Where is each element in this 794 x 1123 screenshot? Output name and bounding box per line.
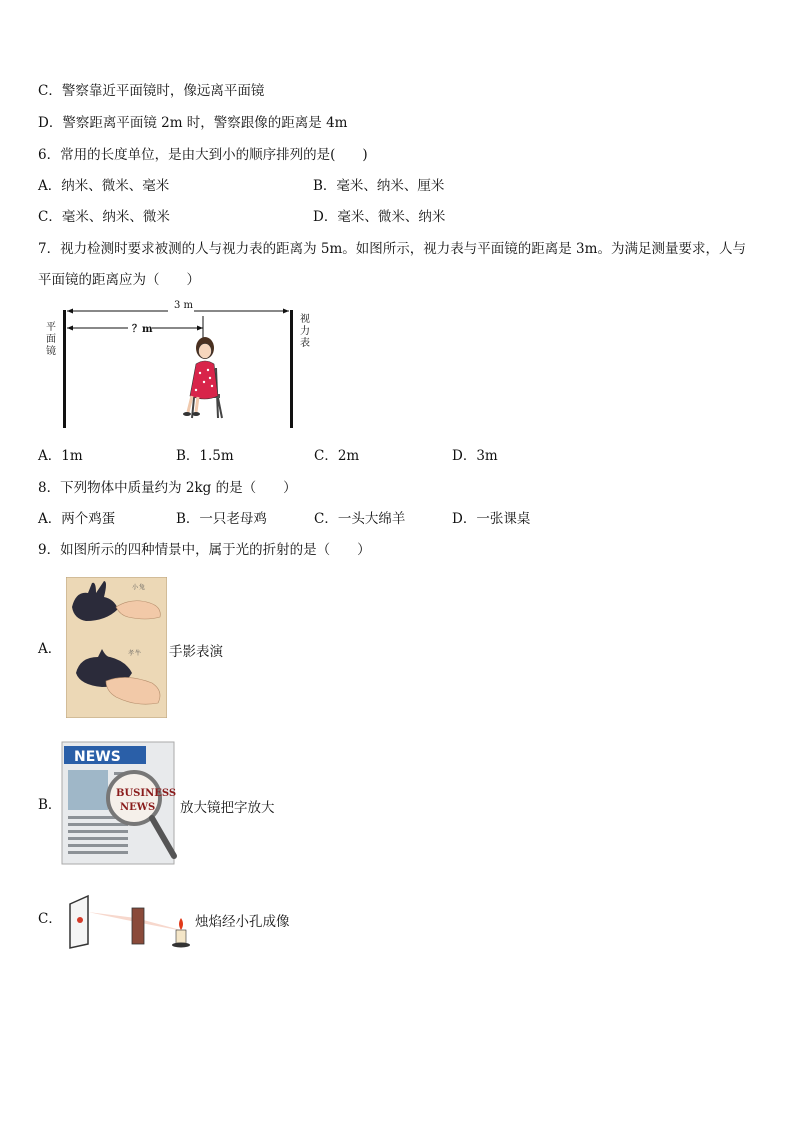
question-6: 6．常用的长度单位，是由大到小的顺序排列的是( )	[38, 147, 368, 163]
girl-leg-1	[188, 396, 192, 412]
total-distance-label: 3 m	[174, 300, 194, 311]
girl-shoe-1	[183, 412, 191, 416]
candle-base	[172, 943, 190, 948]
q9-option-b-letter[interactable]: B．	[38, 797, 62, 813]
question-7-line1: 7．视力检测时要求被测的人与视力表的距离为 5m。如图所示，视力表与平面镜的距离是 3m。为满足测量要求，人与	[38, 241, 746, 257]
fig9a-text-4: 牛	[135, 650, 142, 657]
inverted-image	[77, 917, 83, 923]
arrowhead-right	[283, 309, 289, 314]
girl-dress	[190, 361, 218, 399]
question-9: 9．如图所示的四种情景中，属于光的折射的是（ ）	[38, 542, 371, 558]
pinhole-camera-image	[66, 892, 196, 950]
q6-option-a[interactable]: A．纳米、微米、毫米	[38, 178, 170, 194]
q9-option-c-letter[interactable]: C．	[38, 911, 62, 927]
q9-option-a-caption: 手影表演	[169, 644, 223, 660]
hand-shadow-image	[66, 577, 167, 718]
q8-option-b[interactable]: B．一只老母鸡	[176, 511, 267, 527]
q8-option-a[interactable]: A．两个鸡蛋	[38, 511, 116, 527]
q7-option-c[interactable]: C．2m	[314, 448, 360, 464]
mirror-label: 平 面 镜	[46, 322, 56, 357]
chart-label: 视 力 表	[300, 314, 310, 349]
news-photo	[68, 770, 108, 810]
figure-7-svg	[40, 298, 320, 430]
q9-option-c-caption: 烛焰经小孔成像	[195, 914, 290, 930]
fig9a-text-1: 小	[132, 584, 139, 591]
girl-face	[199, 344, 212, 359]
news-banner-text: NEWS	[74, 749, 121, 765]
q7-option-b[interactable]: B．1.5m	[176, 448, 234, 464]
arrowhead-left	[67, 309, 73, 314]
candle-flame	[179, 918, 183, 930]
fig9a-text-3: 孝	[128, 650, 135, 657]
mirror-bar	[63, 310, 66, 428]
option-d-prev: D．警察距离平面镜 2m 时，警察跟像的距离是 4m	[38, 115, 348, 131]
q7-option-d[interactable]: D．3m	[452, 448, 498, 464]
q9-option-b-caption: 放大镜把字放大	[180, 800, 275, 816]
q7-option-a[interactable]: A．1m	[38, 448, 83, 464]
fig9a-text-2: 兔	[139, 584, 146, 591]
q6-option-d[interactable]: D．毫米、微米、纳米	[313, 209, 446, 225]
unknown-distance-label: ？m	[132, 324, 153, 335]
q6-option-c[interactable]: C．毫米、纳米、微米	[38, 209, 170, 225]
magnified-text-1: BUSINESS	[116, 788, 177, 799]
arrowhead-right-2	[197, 326, 203, 331]
magnified-text-2: NEWS	[120, 802, 156, 813]
pinhole-board	[132, 908, 144, 944]
q9-option-a-letter[interactable]: A．	[38, 641, 62, 657]
option-c-prev: C．警察靠近平面镜时，像远离平面镜	[38, 83, 265, 99]
question-7-line2: 平面镜的距离应为（ ）	[38, 272, 200, 288]
magnifier-newspaper-image	[60, 738, 180, 866]
chart-bar	[290, 310, 293, 428]
q8-option-c[interactable]: C．一头大绵羊	[314, 511, 406, 527]
girl-shoe-2	[192, 412, 200, 416]
girl-leg-2	[196, 397, 198, 412]
arrowhead-left-2	[67, 326, 73, 331]
question-8: 8．下列物体中质量约为 2kg 的是（ ）	[38, 480, 297, 496]
q8-option-d[interactable]: D．一张课桌	[452, 511, 531, 527]
candle	[176, 930, 186, 944]
figure-7-eye-test	[40, 298, 320, 430]
q6-option-b[interactable]: B．毫米、纳米、厘米	[313, 178, 445, 194]
